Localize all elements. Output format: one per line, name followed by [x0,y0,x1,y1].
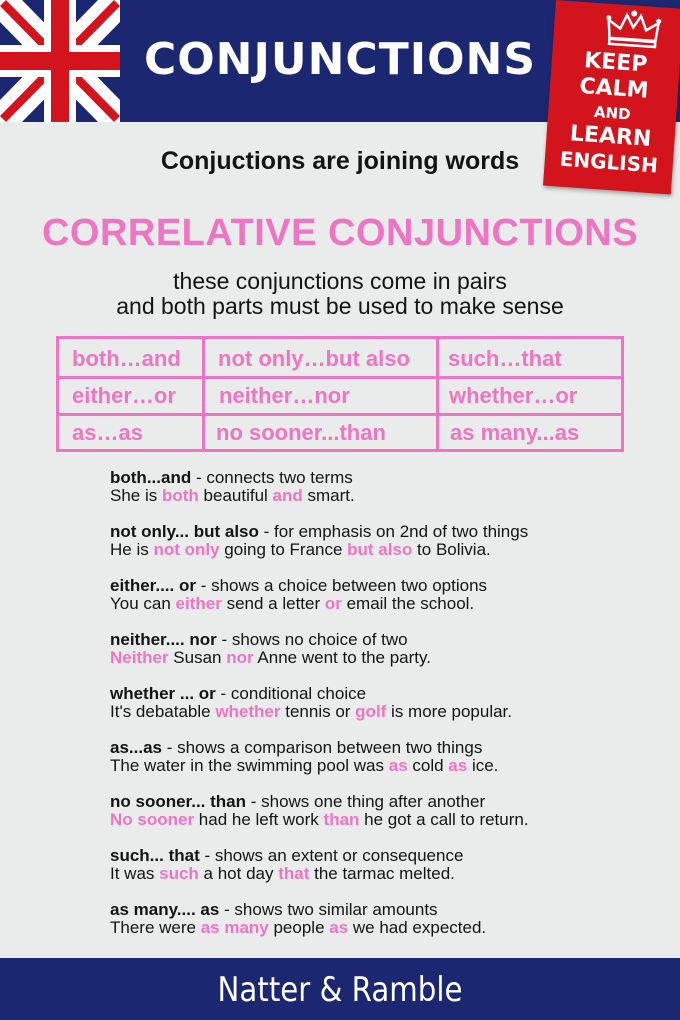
table-cell: neither…nor [219,383,350,408]
example-text: It was [110,864,160,883]
badge-line-english: ENGLISH [559,146,659,178]
example-text: smart. [302,486,355,505]
example-text: to Bolivia. [412,540,491,559]
example-text: beautiful [198,486,273,505]
example-text: tennis or [280,702,356,721]
table-cell: such…that [448,346,562,371]
definition-line [110,685,670,703]
example-text: had he left work [194,810,324,829]
example-text: He is [110,540,154,559]
highlighted-word: No sooner [110,810,195,829]
example-sentence [110,919,670,937]
example-text: There were [110,918,201,937]
highlighted-word: golf [355,702,387,721]
highlighted-word: both [161,486,199,505]
conjunction-definition: - connects two terms [191,468,353,487]
highlighted-word: as many [200,918,269,937]
conjunction-definition: - shows no choice of two [216,630,408,649]
highlighted-word: Neither [110,648,169,667]
example-text: he got a call to return. [359,810,529,829]
definition-line [110,469,670,487]
definition-line [110,847,670,865]
intro-line-1: these conjunctions come in pairs [173,268,507,294]
table-cell: as…as [72,420,143,445]
section-title: CORRELATIVE CONJUNCTIONS [41,212,639,254]
table-cell: whether…or [449,383,578,408]
example-sentence [110,865,670,883]
highlighted-word: such [159,864,199,883]
conjunction-definition: - shows one thing after another [246,792,486,811]
example-text: Susan [168,648,227,667]
conjunction-definition: - for emphasis on 2nd of two things [258,522,529,541]
table-cell: either…or [72,383,176,408]
example-sentence [110,757,670,775]
definition-line [110,901,670,919]
conjunction-term: whether ... or [110,684,216,703]
conjunction-term: as...as [110,738,162,757]
list-item [110,901,670,937]
intro-line-2: and both parts must be used to make sense [116,293,564,319]
conjunction-definition: - shows a comparison between two things [162,738,483,757]
highlighted-word: and [272,486,303,505]
conjunction-list [110,469,670,955]
highlighted-word: or [324,594,342,613]
highlighted-word: whether [215,702,281,721]
badge-line-and: AND [593,102,632,124]
crown-icon [603,7,664,51]
example-text: She is [110,486,162,505]
conjunction-definition: - shows a choice between two options [195,576,488,595]
example-text: the tarmac melted. [309,864,455,883]
example-text: is more popular. [386,702,513,721]
conjunction-term: either.... or [110,576,196,595]
list-item [110,739,670,775]
footer-banner [0,958,680,1020]
list-item [110,523,670,559]
example-text: You can [110,594,176,613]
highlighted-word: nor [226,648,254,667]
conjunction-definition: - shows an extent or consequence [199,846,464,865]
example-text: send a letter [221,594,325,613]
badge-line-calm: CALM [578,73,650,104]
list-item [110,469,670,505]
table-cell: no sooner...than [216,420,386,445]
conjunction-term: neither.... nor [110,630,217,649]
highlighted-word: not only [153,540,220,559]
highlighted-word: that [278,864,310,883]
pairs-table [56,336,624,452]
definition-line [110,793,670,811]
example-text: a hot day [198,864,279,883]
conjunction-term: both...and [110,468,192,487]
example-text: cold [407,756,449,775]
table-divider [436,339,439,449]
example-sentence [110,595,670,613]
table-divider [59,376,621,379]
highlighted-word: as [388,756,408,775]
brand-name: Natter & Ramble [217,970,463,1010]
conjunction-term: not only... but also [110,522,259,541]
conjunction-term: no sooner... than [110,792,247,811]
table-divider [59,413,621,416]
definition-line [110,523,670,541]
highlighted-word: as [329,918,349,937]
example-text: ice. [467,756,499,775]
list-item [110,793,670,829]
table-divider [202,339,205,449]
list-item [110,847,670,883]
table-cell: both…and [72,346,181,371]
example-sentence [110,703,670,721]
example-text: The water in the swimming pool was [110,756,389,775]
example-text: email the school. [341,594,475,613]
example-text: Anne went to the party. [253,648,431,667]
highlighted-word: than [323,810,360,829]
badge-line-keep: KEEP [583,48,649,78]
conjunction-definition: - conditional choice [215,684,367,703]
definition-line [110,739,670,757]
table-cell: not only…but also [218,346,410,371]
definition-line [110,577,670,595]
conjunction-definition: - shows two similar amounts [219,900,438,919]
subtitle: Conjuctions are joining words [160,147,520,175]
conjunction-term: such... that [110,846,200,865]
highlighted-word: but also [347,540,413,559]
example-text: we had expected. [348,918,487,937]
definition-line [110,631,670,649]
example-sentence [110,649,670,667]
example-text: going to France [219,540,348,559]
example-sentence [110,811,670,829]
list-item [110,577,670,613]
example-sentence [110,541,670,559]
highlighted-word: either [175,594,222,613]
conjunction-term: as many.... as [110,900,220,919]
highlighted-word: as [448,756,468,775]
table-cell: as many...as [450,420,580,445]
page-title: CONJUNCTIONS [143,34,537,85]
badge-line-learn: LEARN [569,121,653,152]
list-item [110,631,670,667]
example-text: people [268,918,330,937]
example-text: It's debatable [110,702,216,721]
list-item [110,685,670,721]
example-sentence [110,487,670,505]
